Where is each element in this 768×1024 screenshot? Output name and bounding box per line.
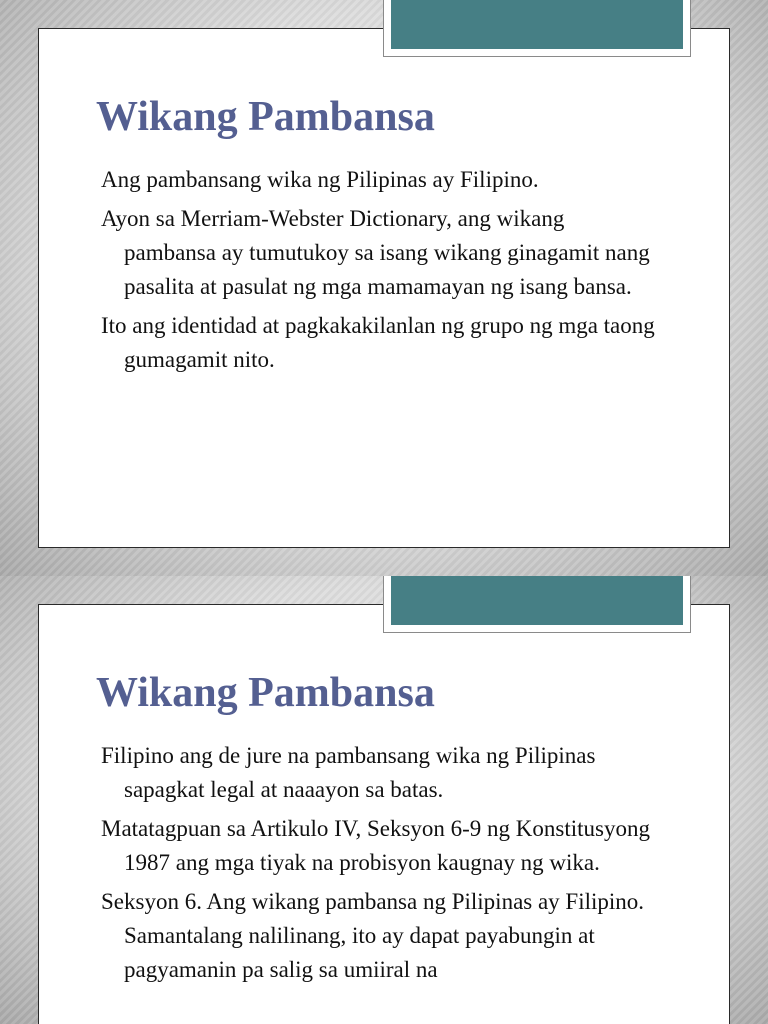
slide-body <box>101 739 661 992</box>
bullet-paragraph: Filipino ang de jure na pambansang wika ng Pilipinas sapagkat legal at naaayon sa batas. <box>101 743 596 802</box>
slide-header-tab-fill <box>391 576 683 625</box>
slide-title: Wikang Pambansa <box>96 670 435 716</box>
bullet-paragraph: Ang pambansang wika ng Pilipinas ay Filipino. <box>101 167 539 192</box>
slide-header-tab-fill <box>391 0 683 49</box>
slide-2 <box>0 576 768 1024</box>
slide-title: Wikang Pambansa <box>96 94 435 140</box>
bullet-paragraph: Ito ang identidad at pagkakakilanlan ng grupo ng mga taong gumagamit nito. <box>101 313 655 372</box>
slide-content-panel <box>38 604 730 1024</box>
bullet-paragraph: Matatagpuan sa Artikulo IV, Seksyon 6-9 ng Konstitusyong 1987 ang mga tiyak na probisyon kaugnay ng wika. <box>101 816 650 875</box>
bullet-paragraph: Seksyon 6. Ang wikang pambansa ng Pilipinas ay Filipino. Samantalang nalilinang, ito ay dapat payabungin at pagyamanin pa salig sa umiiral na <box>101 889 645 982</box>
slide-header-tab <box>383 576 691 633</box>
slide-body <box>101 163 661 382</box>
slide-header-tab <box>383 0 691 57</box>
bullet-paragraph: Ayon sa Merriam-Webster Dictionary, ang wikang pambansa ay tumutukoy sa isang wikang ginagamit nang pasalita at pasulat ng mga mamamayan ng isang bansa. <box>101 206 650 299</box>
slide-content-panel <box>38 28 730 548</box>
